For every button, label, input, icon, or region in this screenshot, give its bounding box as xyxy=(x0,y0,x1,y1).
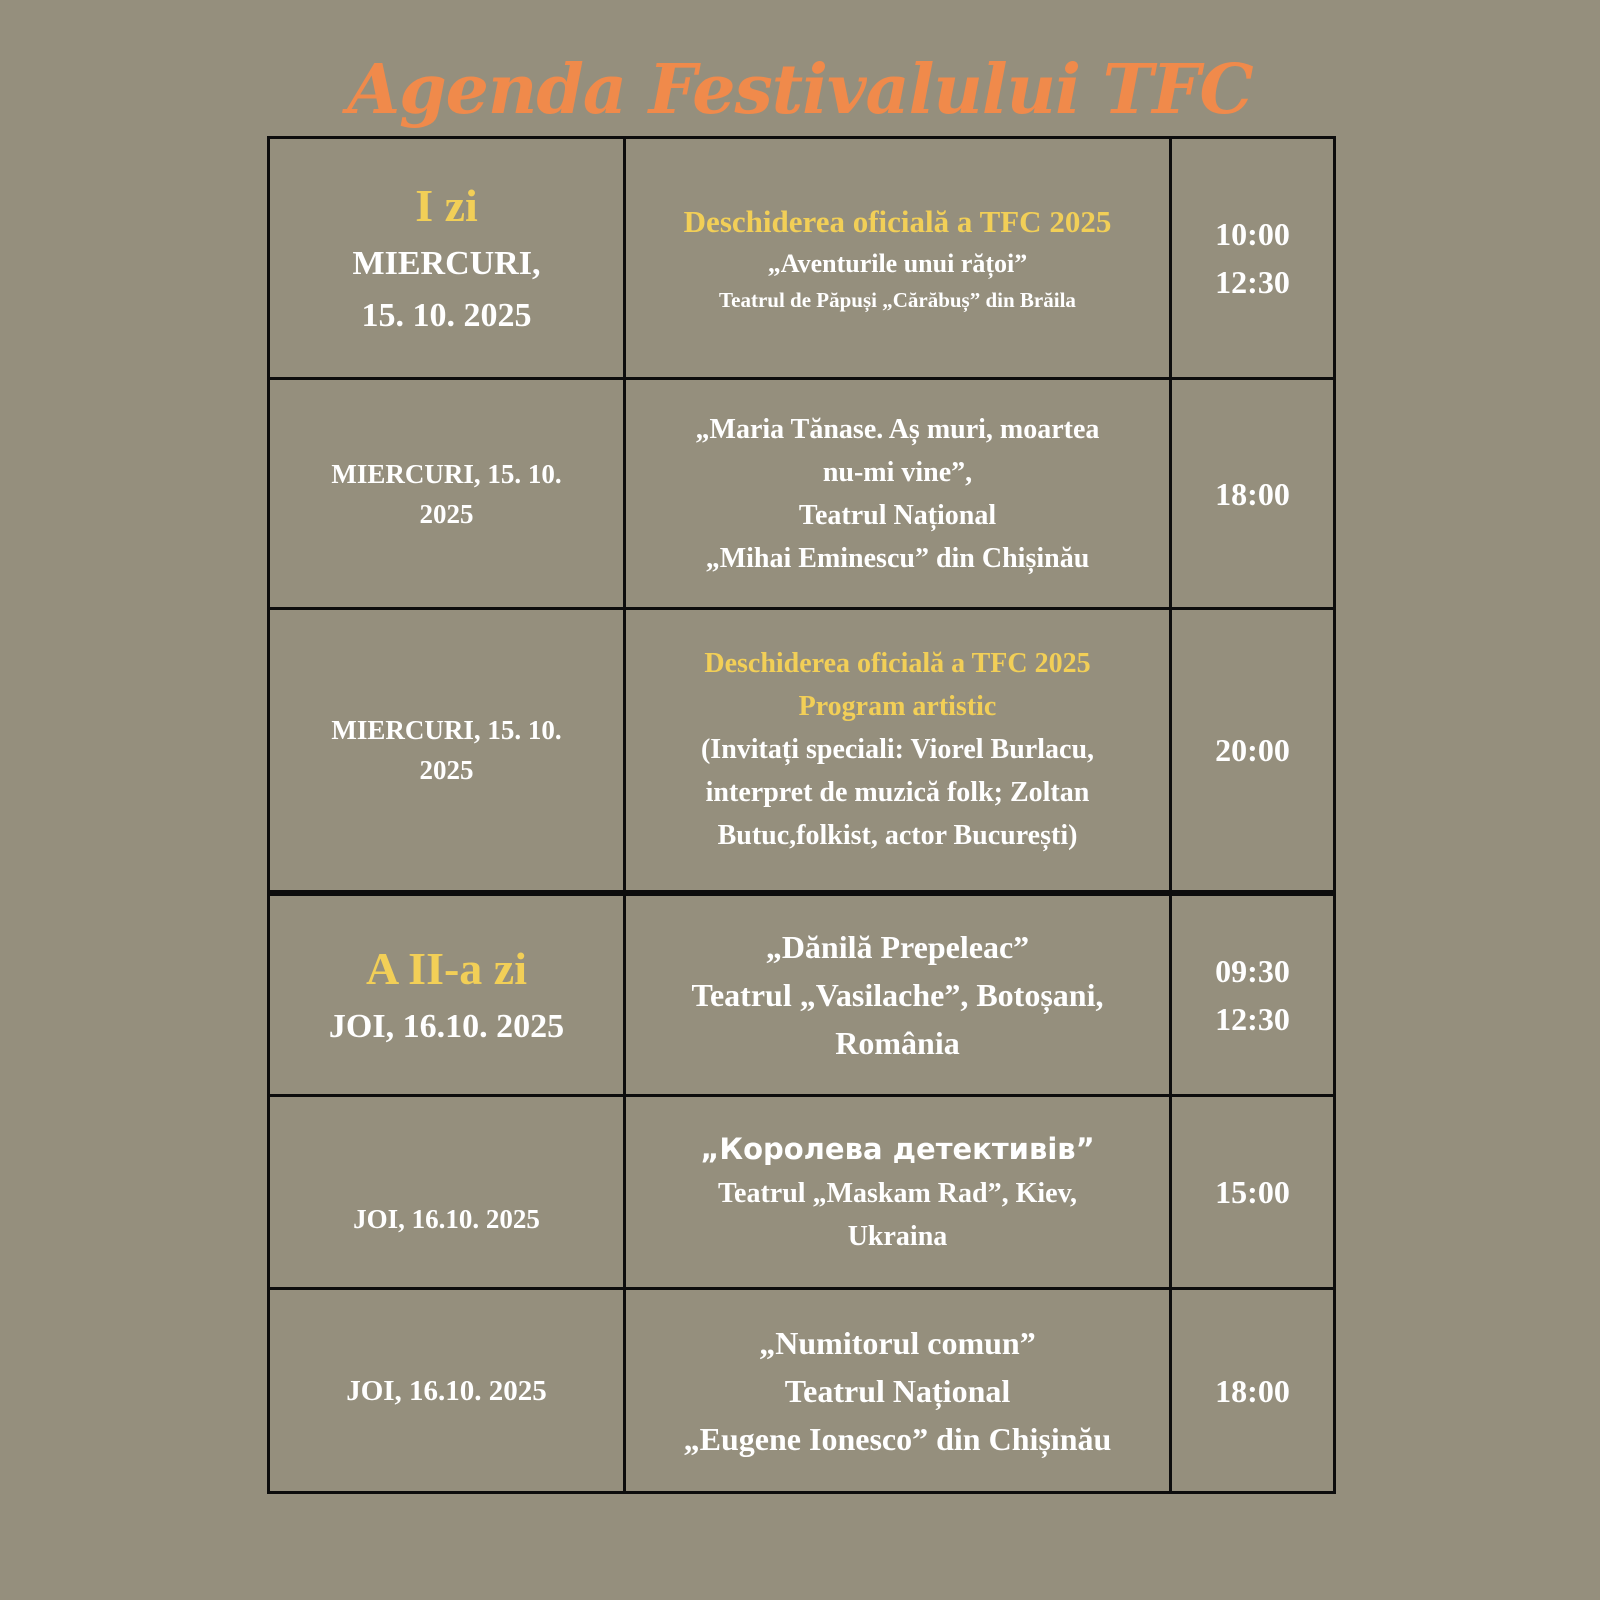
event-highlight: Deschiderea oficială a TFC 2025 xyxy=(704,648,1091,680)
time-cell xyxy=(1171,379,1335,609)
event-text: Teatrul „Vasilache”, Botoșani, xyxy=(691,976,1104,1013)
date-cell xyxy=(269,893,625,1096)
event-cell xyxy=(625,893,1171,1096)
event-text: „Numitorul comun” xyxy=(759,1324,1036,1361)
date-text: MIERCURI, 15. 10. xyxy=(331,714,562,745)
table-row xyxy=(269,379,1335,609)
date-text: JOI, 16.10. 2025 xyxy=(346,1374,547,1407)
event-cell xyxy=(625,138,1171,379)
day-label: A II-a zi xyxy=(366,942,527,994)
date-cell xyxy=(269,609,625,893)
date-text: 2025 xyxy=(419,498,474,529)
time-cell xyxy=(1171,609,1335,893)
table-row xyxy=(269,609,1335,893)
event-text: nu-mi vine”, xyxy=(822,456,973,488)
event-text: „Aventurile unui rățoi” xyxy=(767,249,1028,278)
table-row xyxy=(269,1096,1335,1289)
event-highlight: Program artistic xyxy=(798,691,997,723)
day-label: I zi xyxy=(415,180,478,231)
date-cell xyxy=(269,138,625,379)
page-title: Agenda Festivalului TFC xyxy=(347,50,1253,130)
event-highlight: Deschiderea oficială a TFC 2025 xyxy=(683,204,1112,239)
time-text: 20:00 xyxy=(1215,731,1290,768)
event-text: „Dănilă Prepeleac” xyxy=(765,928,1030,965)
date-text: 15. 10. 2025 xyxy=(361,297,532,334)
table-row xyxy=(269,893,1335,1096)
time-text: 12:30 xyxy=(1215,1000,1290,1037)
event-cell xyxy=(625,379,1171,609)
event-text: interpret de muzică folk; Zoltan xyxy=(705,777,1090,809)
time-text: 10:00 xyxy=(1215,216,1290,252)
event-text: Teatrul Național xyxy=(784,1372,1011,1409)
time-text: 12:30 xyxy=(1215,264,1290,300)
time-cell xyxy=(1171,893,1335,1096)
time-cell xyxy=(1171,1289,1335,1493)
time-cell xyxy=(1171,1096,1335,1289)
time-text: 09:30 xyxy=(1215,952,1290,989)
date-cell xyxy=(269,1096,625,1289)
date-text: MIERCURI, xyxy=(352,245,541,282)
event-text: Teatrul de Păpuși „Cărăbuș” din Brăila xyxy=(719,288,1076,312)
event-text: România xyxy=(835,1024,960,1061)
agenda-table xyxy=(267,136,1336,1494)
event-text: Teatrul Național xyxy=(798,499,997,531)
date-text: 2025 xyxy=(419,754,474,785)
event-text: Butuc,folkist, actor București) xyxy=(717,820,1078,852)
event-text: Teatrul „Maskam Rad”, Kiev, xyxy=(717,1178,1078,1209)
event-text: „Eugene Ionesco” din Chișinău xyxy=(683,1420,1112,1457)
event-cell xyxy=(625,609,1171,893)
event-text: „Mihai Eminescu” din Chișinău xyxy=(705,542,1090,574)
time-text: 18:00 xyxy=(1215,475,1290,512)
event-text: Ukraina xyxy=(847,1221,948,1252)
date-text: MIERCURI, 15. 10. xyxy=(331,458,562,489)
event-text: (Invitați speciali: Viorel Burlacu, xyxy=(700,734,1095,766)
date-cell xyxy=(269,1289,625,1493)
time-cell xyxy=(1171,138,1335,379)
time-text: 18:00 xyxy=(1215,1372,1290,1409)
table-row xyxy=(269,138,1335,379)
event-cell xyxy=(625,1289,1171,1493)
time-text: 15:00 xyxy=(1215,1174,1290,1210)
date-text: JOI, 16.10. 2025 xyxy=(353,1204,540,1234)
table-row xyxy=(269,1289,1335,1493)
date-text: JOI, 16.10. 2025 xyxy=(328,1007,565,1045)
event-title: „Королева детективів” xyxy=(700,1132,1095,1166)
event-text: „Maria Tănase. Aș muri, moartea xyxy=(695,413,1100,445)
date-cell xyxy=(269,379,625,609)
event-cell xyxy=(625,1096,1171,1289)
